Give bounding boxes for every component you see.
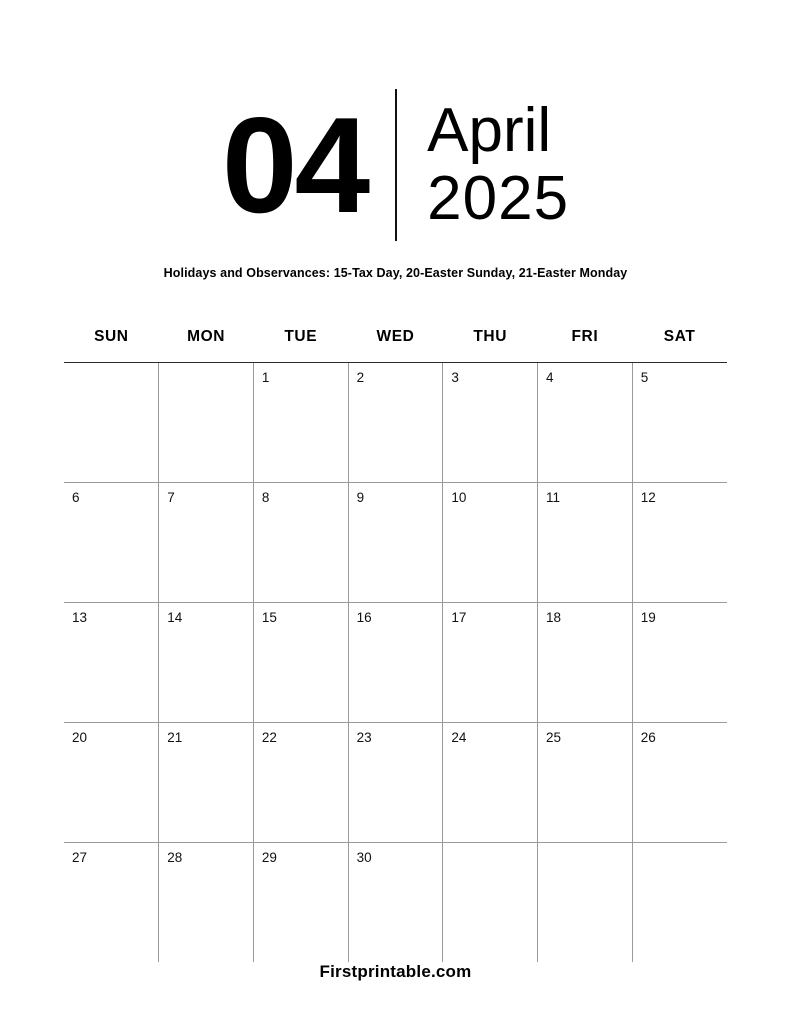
month-name: April	[427, 96, 552, 165]
calendar-day-cell[interactable]	[64, 843, 159, 963]
weekday-header-fri: FRI	[538, 306, 633, 363]
calendar-day-cell[interactable]	[443, 363, 538, 483]
day-number: 21	[167, 730, 183, 745]
calendar-day-cell[interactable]	[348, 843, 443, 963]
month-number: 04	[221, 89, 368, 241]
day-number: 2	[356, 370, 365, 385]
calendar-week-row	[64, 483, 727, 603]
calendar-week-row	[64, 843, 727, 963]
calendar-day-cell[interactable]	[632, 363, 727, 483]
calendar-day-cell[interactable]	[64, 723, 159, 843]
day-number: 13	[72, 610, 88, 625]
calendar-grid	[64, 306, 727, 962]
day-number: 8	[261, 490, 270, 505]
weekday-header-thu: THU	[443, 306, 538, 363]
day-number: 29	[261, 850, 277, 865]
calendar-day-cell[interactable]	[64, 483, 159, 603]
day-number: 17	[451, 610, 467, 625]
calendar-day-cell[interactable]	[253, 483, 348, 603]
calendar-day-cell[interactable]	[443, 603, 538, 723]
weekday-header-sat: SAT	[632, 306, 727, 363]
weekday-header-row	[64, 306, 727, 363]
calendar-day-cell[interactable]	[159, 363, 254, 483]
day-number: 9	[356, 490, 365, 505]
calendar-week-row	[64, 363, 727, 483]
calendar-day-cell[interactable]	[348, 603, 443, 723]
calendar-day-cell[interactable]	[348, 483, 443, 603]
calendar-day-cell[interactable]	[538, 723, 633, 843]
calendar-day-cell[interactable]	[538, 843, 633, 963]
day-number: 12	[640, 490, 656, 505]
day-number: 3	[451, 370, 459, 385]
weekday-header-wed: WED	[348, 306, 443, 363]
calendar-day-cell[interactable]	[159, 483, 254, 603]
day-number: 15	[261, 610, 277, 625]
calendar-day-cell[interactable]	[538, 603, 633, 723]
calendar-day-cell[interactable]	[253, 603, 348, 723]
day-number: 7	[167, 490, 175, 505]
day-number: 20	[72, 730, 88, 745]
day-number: 11	[546, 490, 561, 505]
calendar-day-cell[interactable]	[632, 723, 727, 843]
calendar-week-row	[64, 603, 727, 723]
day-number: 16	[356, 610, 372, 625]
day-number: 26	[640, 730, 656, 745]
weekday-header-mon: MON	[159, 306, 254, 363]
calendar-day-cell[interactable]	[253, 723, 348, 843]
calendar-day-cell[interactable]	[538, 483, 633, 603]
day-number: 19	[640, 610, 656, 625]
day-number: 6	[72, 490, 80, 505]
day-number: 18	[546, 610, 562, 625]
day-number: 30	[356, 850, 372, 865]
calendar-day-cell[interactable]	[632, 603, 727, 723]
calendar-day-cell[interactable]	[538, 363, 633, 483]
calendar-day-cell[interactable]	[159, 723, 254, 843]
calendar-day-cell[interactable]	[632, 483, 727, 603]
calendar-day-cell[interactable]	[64, 363, 159, 483]
footer-site-name: Firstprintable.com	[319, 962, 472, 981]
calendar-day-cell[interactable]	[159, 843, 254, 963]
calendar-day-cell[interactable]	[64, 603, 159, 723]
day-number: 5	[640, 370, 649, 385]
year-label: 2025	[427, 164, 570, 233]
calendar-day-cell[interactable]	[253, 363, 348, 483]
day-number: 4	[546, 370, 554, 385]
day-number: 27	[72, 850, 88, 865]
weekday-header-tue: TUE	[253, 306, 348, 363]
calendar-day-cell[interactable]	[632, 843, 727, 963]
calendar-day-cell[interactable]	[348, 723, 443, 843]
calendar-day-cell[interactable]	[443, 723, 538, 843]
day-number: 23	[356, 730, 372, 745]
calendar-day-cell[interactable]	[348, 363, 443, 483]
calendar-week-row	[64, 723, 727, 843]
calendar-day-cell[interactable]	[443, 483, 538, 603]
day-number: 10	[451, 490, 467, 505]
calendar-header	[0, 86, 791, 244]
day-number: 28	[167, 850, 183, 865]
day-number: 14	[167, 610, 183, 625]
day-number: 25	[546, 730, 562, 745]
title-block	[397, 89, 569, 241]
day-number: 24	[451, 730, 467, 745]
holidays-observances-line: Holidays and Observances: 15-Tax Day, 20-Easter Sunday, 21-Easter Monday	[163, 266, 628, 280]
day-number: 1	[261, 370, 270, 385]
calendar-day-cell[interactable]	[443, 843, 538, 963]
weekday-header-sun: SUN	[64, 306, 159, 363]
calendar-day-cell[interactable]	[253, 843, 348, 963]
day-number: 22	[261, 730, 277, 745]
calendar-day-cell[interactable]	[159, 603, 254, 723]
